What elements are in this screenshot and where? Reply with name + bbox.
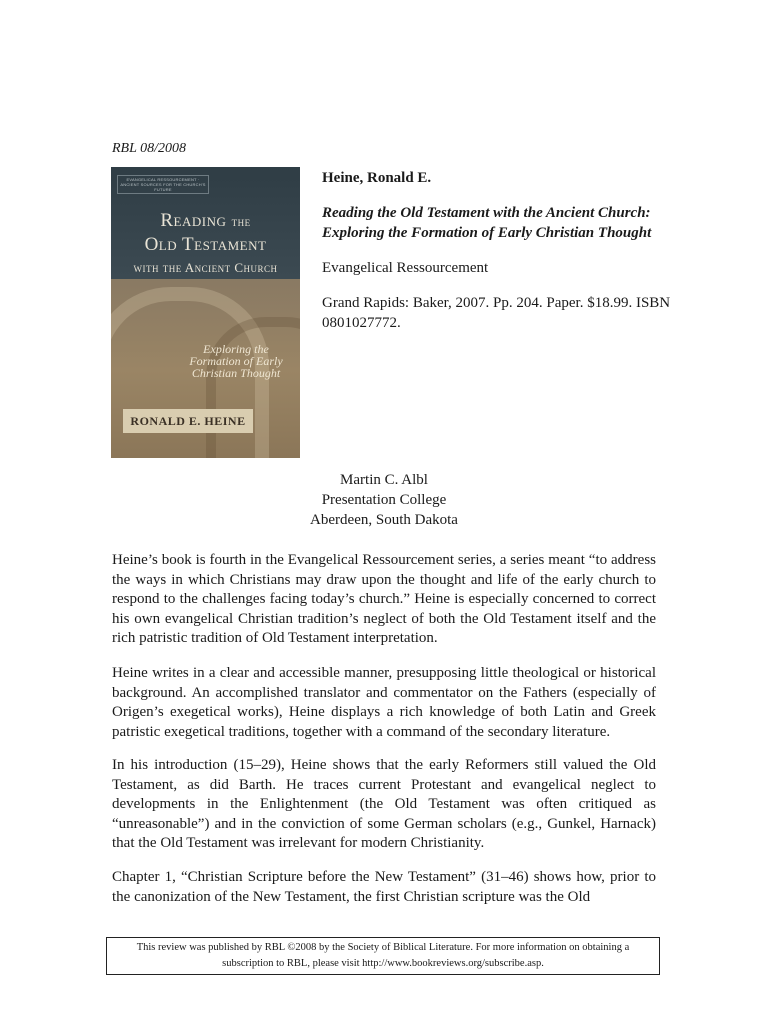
reviewer-location: Aberdeen, South Dakota <box>310 512 458 528</box>
review-paragraph: Heine writes in a clear and accessible manner, presupposing little theological or historical background. An accomplished translator and commentator on the Fathers (especially of Origen’s exegetical works), Heine displays a rich knowledge of both Latin and Greek patristic exegetical traditions, together with a command of the secondary literature. <box>112 665 656 740</box>
cover-subtitle: Exploring the Formation of Early Christian Thought <box>189 342 283 380</box>
reviewer-name: Martin C. Albl <box>340 472 428 488</box>
cover-arch-decoration <box>206 317 300 458</box>
book-title: Reading the Old Testament with the Ancient Church: Exploring the Formation of Early Christian Thought <box>322 205 652 241</box>
issue-label: RBL 08/2008 <box>112 141 187 156</box>
cover-title-word: the <box>231 214 251 229</box>
book-cover-image <box>111 167 300 458</box>
cover-title-line: Old Testament <box>144 234 267 255</box>
cover-series-label: EVANGELICAL RESSOURCEMENT · ANCIENT SOURCES FOR THE CHURCH'S FUTURE <box>117 175 209 194</box>
review-paragraph: In his introduction (15–29), Heine shows that the early Reformers still valued the Old Testament, as did Barth. He traces current Protestant and evangelical neglect to developments in the Enlightenment (the Old Testament was often critiqued as “unreasonable”) and in the conviction of some German scholars (e.g., Gunkel, Harnack) that the Old Testament was irrelevant for modern Christianity. <box>112 757 656 851</box>
cover-title <box>111 209 300 279</box>
cover-title-word: Reading <box>160 210 227 231</box>
reviewer-block <box>0 470 768 530</box>
book-series: Evangelical Ressourcement <box>322 260 489 276</box>
reviewer-institution: Presentation College <box>321 492 447 508</box>
footer-line: subscription to RBL, please visit http://www.bookreviews.org/subscribe.asp. <box>222 958 544 969</box>
cover-author: RONALD E. HEINE <box>123 409 253 433</box>
review-paragraph: Chapter 1, “Christian Scripture before the New Testament” (31–46) shows how, prior to the canonization of the New Testament, the first Christian scripture was the Old <box>112 869 656 905</box>
copyright-footer-box <box>106 937 660 975</box>
book-author: Heine, Ronald E. <box>322 170 432 186</box>
cover-title-line: with the Ancient Church <box>133 260 278 275</box>
publication-info: Grand Rapids: Baker, 2007. Pp. 204. Paper. $18.99. ISBN 0801027772. <box>322 295 671 331</box>
footer-line: This review was published by RBL ©2008 by the Society of Biblical Literature. For more information on obtaining a <box>136 942 630 953</box>
review-paragraph: Heine’s book is fourth in the Evangelical Ressourcement series, a series meant “to address the ways in which Christians may draw upon the thought and life of the early church to respond to the challenges facing today’s church.” Heine is especially concerned to correct his own evangelical Christian tradition’s neglect of both the Old Testament itself and the rich patristic tradition of Old Testament interpretation. <box>112 552 656 646</box>
